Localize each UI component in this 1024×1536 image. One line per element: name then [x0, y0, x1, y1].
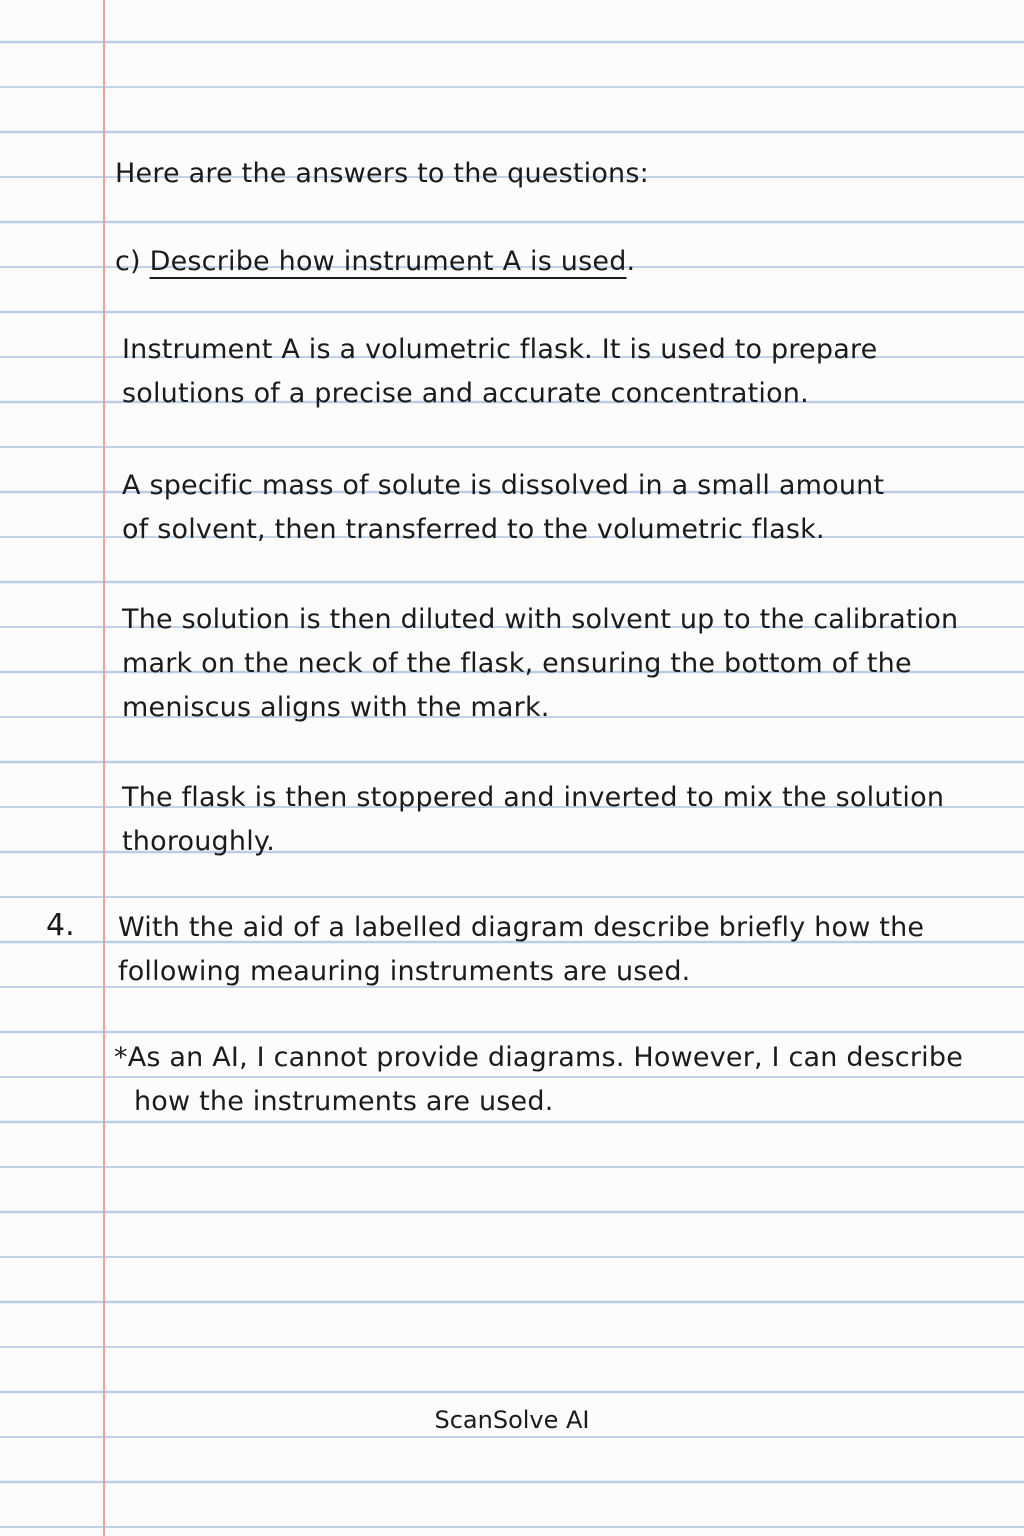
answer-line: A specific mass of solute is dissolved in a small amount [122, 470, 885, 501]
note-line-2: how the instruments are used. [134, 1086, 554, 1117]
answer-line: The flask is then stoppered and inverted to mix the solution [122, 782, 945, 813]
question-4-number: 4. [46, 908, 75, 943]
answer-paragraph-4 [122, 776, 944, 864]
question-c-label: c) [115, 246, 141, 277]
question-line: With the aid of a labelled diagram describe briefly how the [118, 912, 925, 943]
asterisk-marker: * [114, 1042, 128, 1073]
answer-line: of solvent, then transferred to the volumetric flask. [122, 514, 825, 545]
answer-line: Instrument A is a volumetric flask. It is used to prepare [122, 334, 878, 365]
margin-rule [103, 0, 105, 1536]
answer-line: mark on the neck of the flask, ensuring the bottom of the [122, 648, 912, 679]
question-c-period: . [626, 246, 636, 277]
ai-note [114, 1036, 963, 1124]
answer-line: The solution is then diluted with solvent up to the calibration [122, 604, 959, 635]
note-text: As an AI, I cannot provide diagrams. However, I can describe [127, 1042, 964, 1073]
question-4-text [118, 906, 924, 994]
answer-line: meniscus aligns with the mark. [122, 692, 550, 723]
answer-line: thoroughly. [122, 826, 276, 857]
brand-footer: ScanSolve AI [434, 1406, 590, 1434]
page-heading: Here are the answers to the questions: [115, 158, 649, 189]
answer-paragraph-2 [122, 464, 884, 552]
question-line: following meauring instruments are used. [118, 956, 691, 987]
question-c [115, 240, 635, 284]
answer-line: solutions of a precise and accurate concentration. [122, 378, 809, 409]
answer-paragraph-3 [122, 598, 958, 730]
note-line-1 [114, 1036, 963, 1080]
answer-paragraph-1 [122, 328, 877, 416]
question-c-text: Describe how instrument A is used [149, 246, 627, 277]
